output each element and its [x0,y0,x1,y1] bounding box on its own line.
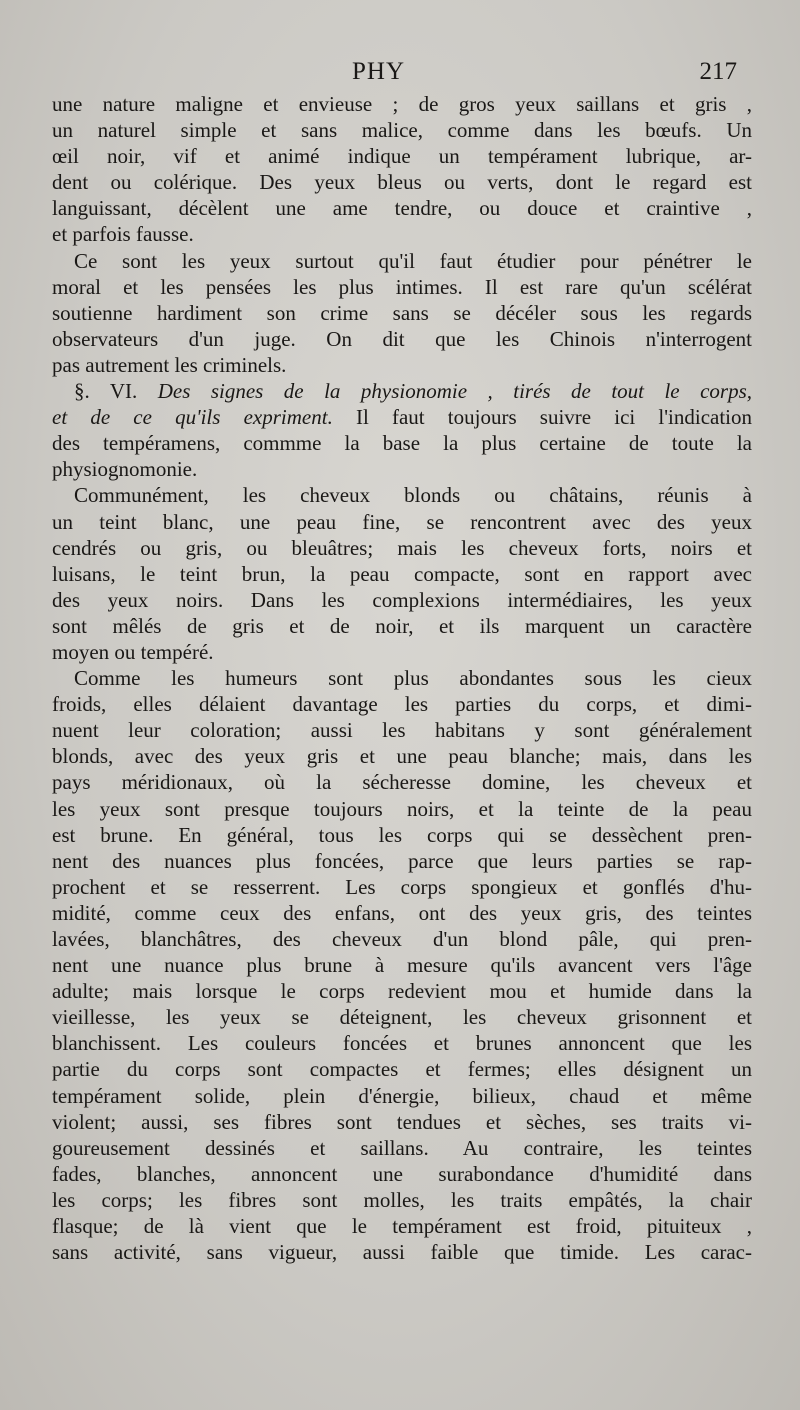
text-line: lavées, blanchâtres, des cheveux d'un blond pâle, qui pren- [52,927,752,951]
text-line: luisans, le teint brun, la peau compacte, sont en rapport avec [52,561,752,586]
page-number: 217 [699,58,737,85]
text-line: et parfois fausse. [52,222,194,247]
text-line: nuent leur coloration; aussi les habitans y sont généralement [52,718,752,743]
text-line: cendrés ou gris, ou bleuâtres; mais les cheveux forts, noirs et [52,535,752,560]
text-line: les corps; les fibres sont molles, les traits empâtés, la chair [52,1187,752,1212]
text-line: adulte; mais lorsque le corps redevient mou et humide dans la [52,979,752,1004]
text-line: soutienne hardiment son crime sans se décéler sous les regards [52,300,752,325]
body-text [52,91,752,1265]
text-line: œil noir, vif et animé indique un tempérament lubrique, ar- [52,144,752,169]
text-line: une nature maligne et envieuse ; de gros yeux saillans et gris , [52,92,752,116]
text-line: nent des nuances plus foncées, parce que leurs parties se rap- [52,848,752,873]
text-line: goureusement dessinés et saillans. Au contraire, les teintes [52,1135,752,1160]
text-line: un teint blanc, une peau fine, se rencontrent avec des yeux [52,509,752,534]
running-head: PHY [352,58,406,85]
text-line: pays méridionaux, où la sécheresse domine, les cheveux et [52,770,752,795]
text-line: des yeux noirs. Dans les complexions intermédiaires, les yeux [52,587,752,612]
text-line: dent ou colérique. Des yeux bleus ou verts, dont le regard est [52,170,752,195]
page-header [52,58,737,88]
text-line: violent; aussi, ses fibres sont tendues et sèches, ses traits vi- [52,1109,752,1134]
text-line: blonds, avec des yeux gris et une peau blanche; mais, dans les [52,744,752,769]
text-line: un naturel simple et sans malice, comme dans les bœufs. Un [52,118,752,143]
text-line: nent une nuance plus brune à mesure qu'ils avancent vers l'âge [52,953,752,978]
text-line: physiognomonie. [52,457,198,482]
text-line: Ce sont les yeux surtout qu'il faut étudier pour pénétrer le [74,248,752,273]
text-line: vieillesse, les yeux se déteignent, les cheveux grisonnent et [52,1005,752,1030]
text-line: tempérament solide, plein d'énergie, bilieux, chaud et même [52,1083,752,1108]
text-line: des tempéramens, commme la base la plus certaine de toute la [52,431,752,456]
text-line: prochent et se resserrent. Les corps spongieux et gonflés d'hu- [52,874,752,899]
text-line: moral et les pensées les plus intimes. Il est rare qu'un scélérat [52,274,752,299]
text-line: Comme les humeurs sont plus abondantes sous les cieux [74,666,752,691]
text-line: midité, comme ceux des enfans, ont des yeux gris, des teintes [52,900,752,925]
text-line: partie du corps sont compactes et fermes; elles désignent un [52,1057,752,1082]
text-line: sans activité, sans vigueur, aussi faible que timide. Les carac- [52,1240,752,1265]
text-line: les yeux sont presque toujours noirs, et la teinte de la peau [52,796,752,821]
text-line: §. VI. Des signes de la physionomie , tirés de tout le corps, [74,379,753,404]
text-line: languissant, décèlent une ame tendre, ou douce et craintive , [52,196,752,221]
text-line: flasque; de là vient que le tempérament est froid, pituiteux , [52,1214,752,1239]
text-line: observateurs d'un juge. On dit que les Chinois n'interrogent [52,326,752,351]
text-line: sont mêlés de gris et de noir, et ils marquent un caractère [52,613,752,638]
text-line: blanchissent. Les couleurs foncées et brunes annoncent que les [52,1031,752,1056]
text-line: fades, blanches, annoncent une surabondance d'humidité dans [52,1161,752,1186]
text-line: est brune. En général, tous les corps qui se dessèchent pren- [52,822,752,847]
text-line: froids, elles délaient davantage les parties du corps, et dimi- [52,692,752,717]
text-line: pas autrement les criminels. [52,352,287,377]
text-line: et de ce qu'ils expriment. Il faut toujours suivre ici l'indication [52,405,753,430]
text-line: moyen ou tempéré. [52,639,214,664]
text-line: Communément, les cheveux blonds ou châtains, réunis à [74,483,752,508]
